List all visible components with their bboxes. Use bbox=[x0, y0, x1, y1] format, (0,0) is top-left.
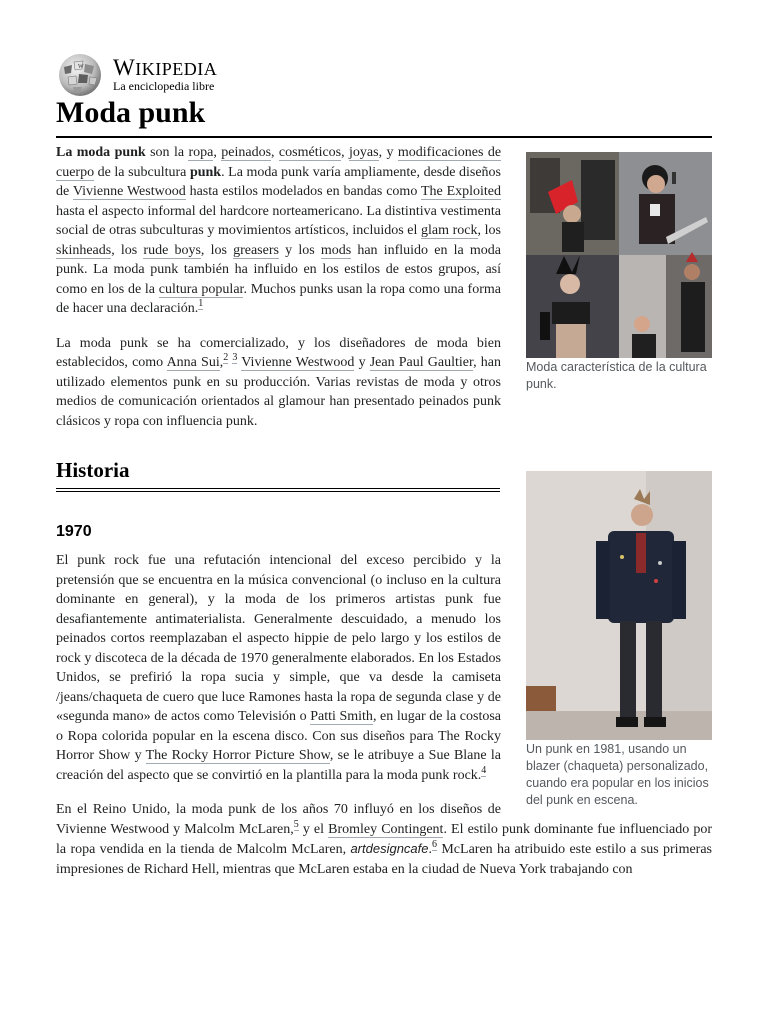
text: , los bbox=[477, 223, 501, 238]
text: . bbox=[428, 842, 433, 857]
text: , bbox=[341, 145, 350, 160]
link-vivienne-westwood[interactable]: Vivienne Westwood bbox=[72, 184, 186, 199]
link-rocky-horror-picture-show[interactable]: The Rocky Horror Picture Show bbox=[145, 748, 330, 763]
link-cultura-popular[interactable]: cultura popular bbox=[158, 281, 244, 297]
link-anna-sui[interactable]: Anna Sui bbox=[166, 355, 220, 370]
text: y el bbox=[298, 821, 329, 837]
text: y los bbox=[278, 242, 321, 258]
punk-1981-photo[interactable] bbox=[526, 471, 712, 740]
link-cosmeticos[interactable]: cosméticos bbox=[278, 145, 342, 160]
link-peinados[interactable]: peinados bbox=[221, 145, 272, 160]
page-title: Moda punk bbox=[56, 96, 206, 129]
italic-term: artdesigncafe bbox=[350, 841, 429, 856]
link-greasers[interactable]: greasers bbox=[233, 242, 279, 258]
text: , los bbox=[200, 242, 234, 258]
link-jean-paul-gaultier[interactable]: Jean Paul Gaultier bbox=[369, 355, 474, 370]
lead-term: La moda punk bbox=[56, 145, 146, 160]
reference-link[interactable]: 6 bbox=[432, 839, 438, 851]
reference-link[interactable]: 4 bbox=[481, 764, 487, 776]
link-patti-smith[interactable]: Patti Smith bbox=[310, 709, 373, 724]
text: La moda punk se ha comercializado, y los diseñadores de moda bien establecidos, como bbox=[56, 335, 501, 370]
text: El punk rock fue una refutación intencional del exceso percibido y la pretensión que se encuentra en la música convencional (o incluso en la cultura dominante en general), y la moda de los primeros artistas punk fue desafiantemente antimaterialista. Generalmente descuidado, a menudo los peinados cortos reemplazaban el aspecto hippie de pelo largo y los estilos de rock y discoteca de la década de 1970 generalmente elaborados. En los Estados Unidos, se prefirió la ropa sucia y simple, que va desde la camiseta /jeans/chaqueta de cuero que luce Ramones hasta la ropa de segunda clase y de «segunda mano» de actos como Televisión o bbox=[56, 553, 501, 724]
text: , se le atribuye a Sue Blane la creación del aspecto que se convirtió en la plantilla para la moda punk rock. bbox=[56, 748, 502, 783]
reference-link[interactable]: 3 bbox=[232, 352, 238, 364]
text: , han utilizado elementos punk en su producción. Varias revistas de moda y otros medios de comunicación orientados al glamour han presentado peinados punk clásicos y ropa con influencia punk. bbox=[56, 355, 501, 429]
text: McLaren ha atribuido este estilo a sus primeras impresiones de Richard Hell, mientras que McLaren estaba en la ciudad de Nueva York trabajando con bbox=[56, 842, 712, 877]
title-divider bbox=[56, 136, 712, 138]
text: hasta estilos modelados en bandas como bbox=[185, 184, 421, 199]
text: son la bbox=[145, 145, 189, 160]
link-the-exploited[interactable]: The Exploited bbox=[420, 184, 502, 199]
link-glam-rock[interactable]: glam rock bbox=[421, 223, 478, 238]
punk-collage-image[interactable] bbox=[526, 152, 712, 358]
text: hasta el aspecto informal del hardcore norteamericano. La distintiva vestimenta social de otras subculturas y movimientos artísticos, incluidos el bbox=[56, 203, 501, 238]
svg-text:W: W bbox=[78, 64, 84, 70]
link-modificaciones-de-cuerpo[interactable]: modificaciones de cuerpo bbox=[56, 145, 502, 180]
article-body bbox=[56, 143, 712, 894]
site-wordmark-rest: IKIPEDIA bbox=[135, 59, 218, 79]
figure-caption: Moda característica de la cultura punk. bbox=[526, 360, 707, 391]
link-skinheads[interactable]: skinheads bbox=[56, 242, 112, 258]
text: , y bbox=[378, 145, 398, 160]
link-bromley-contingent[interactable]: Bromley Contingent bbox=[328, 821, 444, 837]
link-ropa[interactable]: ropa bbox=[188, 145, 214, 160]
site-tagline: La enciclopedia libre bbox=[113, 79, 215, 93]
reference-link[interactable]: 1 bbox=[198, 298, 204, 310]
figure-punk-collage bbox=[526, 152, 712, 393]
reference-link[interactable]: 2 bbox=[223, 352, 229, 364]
link-joyas[interactable]: joyas bbox=[349, 145, 379, 160]
text: . El estilo punk dominante fue influenciado por la ropa vendida en la tienda de Malcolm McLaren, bbox=[56, 821, 712, 857]
text: , bbox=[219, 355, 224, 370]
bold-punk: punk bbox=[189, 164, 222, 180]
link-vivienne-westwood-2[interactable]: Vivienne Westwood bbox=[241, 355, 355, 370]
text: En el Reino Unido, la moda punk de los años 70 influyó en los diseños de Vivienne Westwood y Malcolm McLaren, bbox=[56, 802, 501, 837]
link-mods[interactable]: mods bbox=[320, 242, 352, 258]
figure-punk-1981 bbox=[526, 471, 712, 809]
section-heading-historia: Historia bbox=[56, 461, 500, 492]
text: , bbox=[271, 145, 279, 160]
reference-link[interactable]: 5 bbox=[293, 818, 299, 830]
text: de la subcultura bbox=[94, 164, 190, 180]
figure-caption: Un punk en 1981, usando un blazer (chaqueta) personalizado, cuando era popular en los inicios del punk en escena. bbox=[526, 742, 709, 807]
wikipedia-globe-logo[interactable] bbox=[56, 53, 104, 97]
reference-4[interactable] bbox=[481, 765, 486, 777]
text: . Muchos punks usan la ropa como una forma de hacer una declaración. bbox=[56, 281, 501, 316]
text: . La moda punk varía ampliamente, desde diseños de bbox=[56, 164, 502, 199]
reference-2[interactable] bbox=[223, 352, 228, 364]
paragraph-1970-2 bbox=[56, 800, 712, 879]
reference-1[interactable] bbox=[198, 298, 203, 310]
text: , bbox=[213, 145, 222, 160]
text: , en lugar de la costosa o Ropa colorida popular en la escena disco. Con sus diseños para The Rocky Horror Show y bbox=[56, 709, 501, 763]
subsection-heading-1970: 1970 bbox=[56, 522, 92, 540]
site-wordmark[interactable]: WIKIPEDIA bbox=[113, 55, 218, 80]
link-rude-boys[interactable]: rude boys bbox=[143, 242, 201, 258]
text: han influido en la moda punk. La moda punk también ha influido en los estilos de estos grupos, así como en los de la bbox=[56, 242, 501, 297]
text: , los bbox=[111, 242, 144, 258]
text: y bbox=[354, 355, 370, 370]
